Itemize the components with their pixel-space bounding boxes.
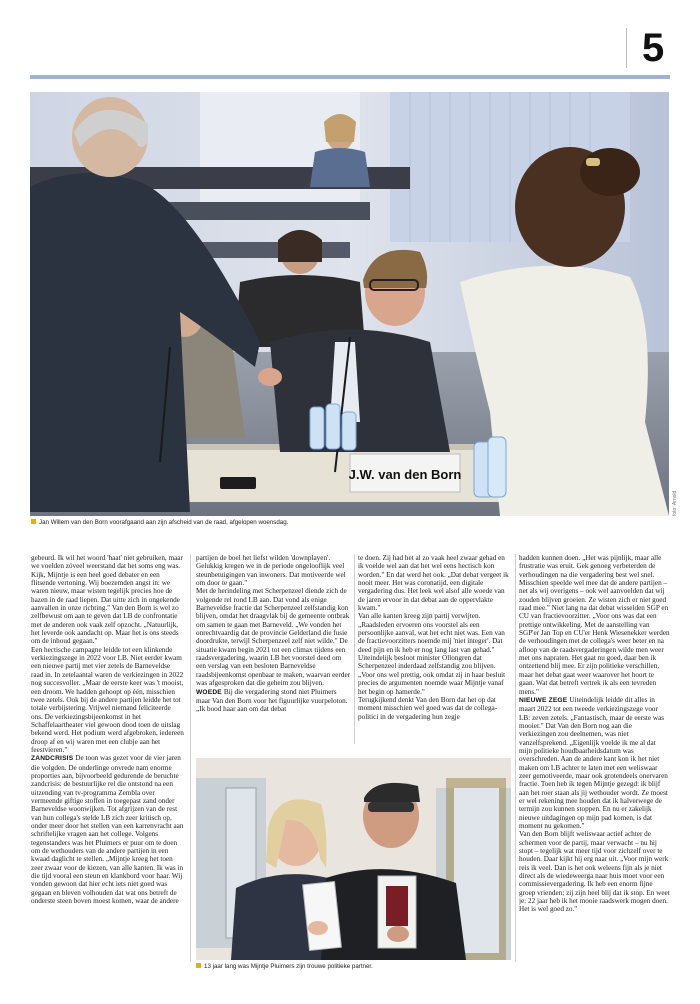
column-divider bbox=[190, 554, 191, 962]
main-photo-caption bbox=[31, 519, 451, 527]
column-divider bbox=[515, 554, 516, 962]
column-divider bbox=[354, 554, 355, 744]
page-number-separator bbox=[626, 28, 627, 68]
paragraph: gebeurd. Ik wil het woord 'haat' niet gebruiken, maar we voelden zóveel weerstand dat het soms eng was. Kijk, Mijntje is een heel goed debater en een flitsende vertoning. Wij boezemden angst in: we waren nieuw, maar wisten tegelijk precies hoe de hazen in de raad liepen. Dat uitte zich in ongekende aanvallen in onze richting." Van den Born is wel zo zelfbewust om aan te geven dat LB de confrontatie met de anderen ook vaak zelf opzocht. „Natuurlijk, het leverde ook aandacht op. Maar het is ons steeds om de inhoud gegaan." bbox=[31, 554, 183, 646]
paragraph: Met de herindeling met Scherpenzeel diende zich de volgende rel rond LB aan. Dat vond als enige Barneveldse fractie dat Scherpenzeel zelfstandig kon blijven, omdat het draagvlak bij de gemeente ontbrak om samen te gaan met Barneveld. „We vonden het onrechtvaardig dat de provincie Gelderland die fusie doordrukte, terwijl Scherpenzeel zelf niet wilde." De situatie kwam begin 2021 tot een climax tijdens een raadsvergadering, waarin LB het voorstel deed om een verslag van een besloten Barneveldse raadsbijeenkomst openbaar te maken, waarvan eerder was afgesproken dat die geheim zou blijven. bbox=[196, 587, 351, 688]
nameplate-text: J.W. van den Born bbox=[348, 467, 462, 482]
page-number: 5 bbox=[642, 26, 665, 70]
paragraph: Van alle kanten kreeg zijn partij verwijten. „Raadsleden ervoeren ons voorstel als een persoonlijke aanval, wat het echt niet was. Een van de fractievoorzitters noemde mij 'niet integer'. Dat deed pijn en ik heb er nog lang last van gehad." Uiteindelijk besloot minister Ollongren dat Scherpenzeel inderdaad zelfstandig zou blijven. „Voor ons wel prettig, ook omdat zij in haar besluit precies de argumenten noemde waar Mijntje vanaf het begin op hamerde." bbox=[358, 612, 506, 696]
paragraph: hadden kunnen doen. „Het was pijnlijk, maar alle frustratie was eruit. Gek genoeg verbeterden de verhoudingen na die vergadering best wel snel. Misschien speelde wel mee dat de andere partijen – net als wij overigens – ook wel aanvoelden dat wij zouden blijven groeien. Ze wisten zich er niet goed raad mee." Niet lang na dat debat wisselden SGP en CU van fractievoorzitter. „Voor ons was dat een prettige ontwikkeling. Met de aanstelling van SGP'er Jan Top en CU'er Henk Wiesenekker werden de verhoudingen met de collega's weer beter en na afloop van de raadsvergaderingen wilde men weer met ons napraten. Het gaat nu goed, daar ben ik ontzettend blij mee. Er zijn politieke verschillen, maar het debat gaat weer waarover het hoort te gaan. Wat dat betreft vertrek ik als een tevreden mens." bbox=[519, 554, 670, 696]
second-photo-caption-text: 13 jaar lang was Mijntje Pluimers zijn trouwe politieke partner. bbox=[204, 963, 373, 970]
paragraph-text: Bij die vergadering stond niet Pluimers maar Van den Born voor het figuurlijke vuurpeloton. „Ik bood haar aan om dat debat bbox=[196, 687, 348, 714]
paragraph-text: Uiteindelijk leidde dit alles in maart 2022 tot een tweede verkiezingszege voor LB: zeven zetels. „Fantastisch, maar de eerste was mooier." Dat Van den Born nog aan die verkiezingen zou deelnemen, was niet vanzelfsprekend. „Eigenlijk voelde ik me al dat mijn politieke houdbaarheidsdatum was overschreden. Aan de andere kant kon ik het niet maken om LB achter te laten met een weliswaar zeer gemotiveerde, maar ook grotendeels onervaren fractie. Toen heb ik tegen Mijntje gezegd: ik blijf aan het roer staan als jij wethouder wordt. Ze moest er wel rekening mee houden dat ik halverwege de termijn zou kunnen stoppen. En nu er zakelijk nieuwe uitdagingen op mijn pad komen, is dat moment nu gekomen." bbox=[519, 695, 668, 830]
paragraph: te doen. Zij had het al zo vaak heel zwaar gehad en ik voelde wel aan dat het wel eens hectisch kon worden." En dat werd het ook. „Dat debat vergeet ik nooit meer. Het was coronatijd, een digitale vergadering dus. Het leek wel alsof alle woede van de jaren ervoor in dat debat aan de oppervlakte kwam." bbox=[358, 554, 509, 613]
subhead: WOEDE bbox=[196, 688, 222, 696]
subhead: ZANDCRISIS bbox=[31, 755, 74, 763]
paragraph: Van den Born blijft weliswaar actief achter de schermen voor de partij, maar verwacht – nu hij stopt – tegelijk wat meer tijd voor zichzelf over te houden. Daar kijkt hij erg naar uit. „Voor mijn werk reis ik veel. Dan is het ook weleens fijn als je niet direct als de wiedeweerga naar huis moet voor een commissievergadering. Ik heb een enorm fijne groep vrienden; zij zijn heel blij dat ik stop. En weet je: 22 jaar heb ik het mooie raadswerk mogen doen. Het is wel goed zo." bbox=[519, 830, 670, 914]
paragraph: partijen de boel het liefst wilden 'downplayen'. Gelukkig kregen we in de periode ongelooflijk veel steunbetuigingen van inwoners. Dat motiveerde wel om door te gaan." bbox=[196, 554, 346, 588]
main-photo-caption-text: Jan Willem van den Born voorafgaand aan zijn afscheid van de raad, afgelopen woensdag. bbox=[39, 519, 289, 526]
paragraph bbox=[196, 688, 351, 714]
paragraph: Terugkijkend denkt Van den Born dat het op dat moment misschien wel goed was dat de collega-politici in de vergadering hun zegje bbox=[358, 695, 498, 721]
second-photo-caption bbox=[196, 963, 496, 971]
paragraph: Een hectische campagne leidde tot een klinkende verkiezingszege in 2022 voor LB. Niet eerder kwam een nieuwe partij met vier zetels de Barneveldse raad in. In zetelaantal waren de verkiezingen in 2022 nog succesvoller. „Maar de eerste keer was 't mooist, een droom. We hadden gehoopt op één, misschien twee zetels. Ook bij de andere partijen leidde het tot totale verbijstering. Vrijwel niemand feliciteerde ons. De verkiezingsbijeenkomst in het Schaffelaartheater viel gewoon dood toen de uitslag bekend werd. Het podium werd afgebroken, iedereen droop af en wij waren met een clubje aan het feestvieren." bbox=[31, 645, 184, 754]
main-photo bbox=[30, 92, 669, 516]
caption-marker-icon bbox=[31, 519, 36, 524]
article-column-2 bbox=[196, 554, 351, 744]
paragraph bbox=[519, 696, 670, 831]
header-rule bbox=[30, 75, 670, 79]
article-column-4 bbox=[519, 554, 670, 970]
paragraph-text: De toon was gezet voor de vier jaren die volgden. De onderlinge onvrede nam enorme proporties aan, bijvoorbeeld gedurende de beruchte zandcrisis: de bestuurlijke rel die ontstond na een uitzending van tv-programma Zembla over vermeende giftige stoffen in toegepast zand onder Barneveldse woonwijken. Tot afgrijzen van de rest van hun collega's stelde LB zich zeer kritisch op, onder meer door het stellen van een karrenvracht aan schriftelijke vragen aan het college. Volgens tegenstanders was het Pluimers er puur om te doen om de wethouders van de andere partijen in een kwaad daglicht te stellen. „Mijntje kreeg het toen zeer zwaar voor de kiezen, van alle kanten. Ik was in die tijd vooral een steun en klankbord voor haar. Wij vonden gewoon dat hier echt iets niet goed was gegaan en bleven volhouden dat wat ons betreft de onderste steen boven moest komen, waar de andere bbox=[31, 754, 184, 906]
photo-credit: foto: Arnold bbox=[672, 490, 678, 516]
subhead: NIEUWE ZEGE bbox=[519, 696, 568, 704]
second-photo bbox=[196, 758, 511, 960]
article-column-3 bbox=[358, 554, 511, 744]
caption-marker-icon bbox=[196, 963, 201, 968]
article-column-1 bbox=[31, 554, 184, 970]
paragraph bbox=[31, 754, 184, 905]
